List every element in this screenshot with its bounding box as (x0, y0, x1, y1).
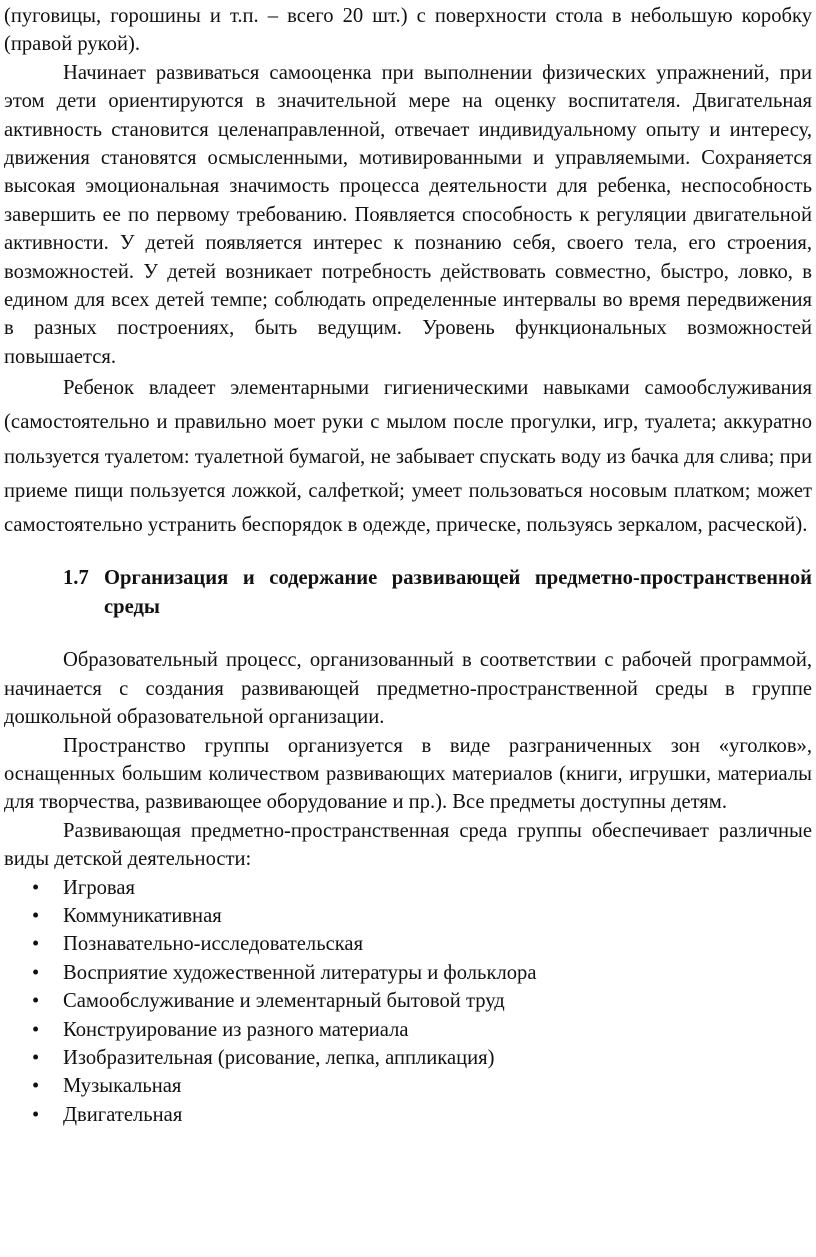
section-heading (4, 564, 812, 622)
document-page (4, 2, 812, 1129)
list-item-text: Двигательная (63, 1103, 183, 1126)
paragraph-continuation: (пуговицы, горошины и т.п. – всего 20 шт.) с поверхности стола в небольшую коробку (правой рукой). (4, 5, 812, 56)
paragraph-educational-process: Образовательный процесс, организованный в соответствии с рабочей программой, начинается с создания развивающей предметно-пространственной среды в группе дошкольной образовательной организации. (4, 649, 812, 729)
bullet-icon: • (32, 1075, 40, 1098)
list-item (4, 930, 812, 958)
bullet-icon: • (32, 961, 40, 984)
list-item-text: Конструирование из разного материала (63, 1018, 409, 1041)
bullet-icon: • (32, 876, 40, 899)
bullet-icon: • (32, 990, 40, 1013)
activities-list (4, 874, 812, 1130)
list-item-text: Музыкальная (63, 1075, 182, 1098)
list-item (4, 987, 812, 1015)
list-item-text: Восприятие художественной литературы и фольклора (63, 961, 537, 984)
section-title: Организация и содержание развивающей предметно-пространственной среды (104, 567, 812, 619)
list-item (4, 1072, 812, 1100)
list-item-text: Игровая (63, 876, 135, 899)
bullet-icon: • (32, 933, 40, 956)
paragraph-hygiene-skills: Ребенок владеет элементарными гигиеническими навыками самообслуживания (самостоятельно и правильно моет руки с мылом после прогулки, игр, туалета; аккуратно пользуется туалетом: туалетной бумагой, не забывает спускать воду из бачка для слива; при приеме пищи пользуется ложкой, салфеткой; умеет пользоваться носовым платком; может самостоятельно устранить беспорядок в одежде, прическе, пользуясь зеркалом, расческой). (4, 377, 812, 537)
bullet-icon: • (32, 904, 40, 927)
bullet-icon: • (32, 1103, 40, 1126)
section-number: 1.7 (63, 567, 89, 590)
paragraph-environment-activities: Развивающая предметно-пространственная среда группы обеспечивает различные виды детской деятельности: (4, 819, 812, 871)
list-item (4, 1016, 812, 1044)
list-item (4, 874, 812, 902)
list-item-text: Самообслуживание и элементарный бытовой труд (63, 990, 505, 1013)
list-item-text: Коммуникативная (63, 904, 222, 927)
paragraph-group-space: Пространство группы организуется в виде разграниченных зон «уголков», оснащенных большим количеством развивающих материалов (книги, игрушки, материалы для творчества, развивающее оборудование и пр.). Все предметы доступны детям. (4, 734, 812, 814)
bullet-icon: • (32, 1046, 40, 1069)
list-item (4, 902, 812, 930)
list-item (4, 1044, 812, 1072)
list-item-text: Познавательно-исследовательская (63, 933, 364, 956)
paragraph-self-assessment: Начинает развиваться самооценка при выполнении физических упражнений, при этом дети ориентируются в значительной мере на оценку воспитателя. Двигательная активность становится целенаправленной, отвечает индивидуальному опыту и интересу, движения становятся осмысленными, мотивированными и управляемыми. Сохраняется высокая эмоциональная значимость процесса деятельности для ребенка, неспособность завершить ее по первому требованию. Появляется способность к регуляции двигательной активности. У детей появляется интерес к познанию себя, своего тела, его строения, возможностей. У детей возникает потребность действовать совместно, быстро, ловко, в едином для всех детей темпе; соблюдать определенные интервалы во время передвижения в разных построениях, быть ведущим. Уровень функциональных возможностей повышается. (4, 61, 812, 368)
list-item (4, 1101, 812, 1129)
bullet-icon: • (32, 1018, 40, 1041)
list-item-text: Изобразительная (рисование, лепка, аппликация) (63, 1046, 495, 1069)
list-item (4, 959, 812, 987)
